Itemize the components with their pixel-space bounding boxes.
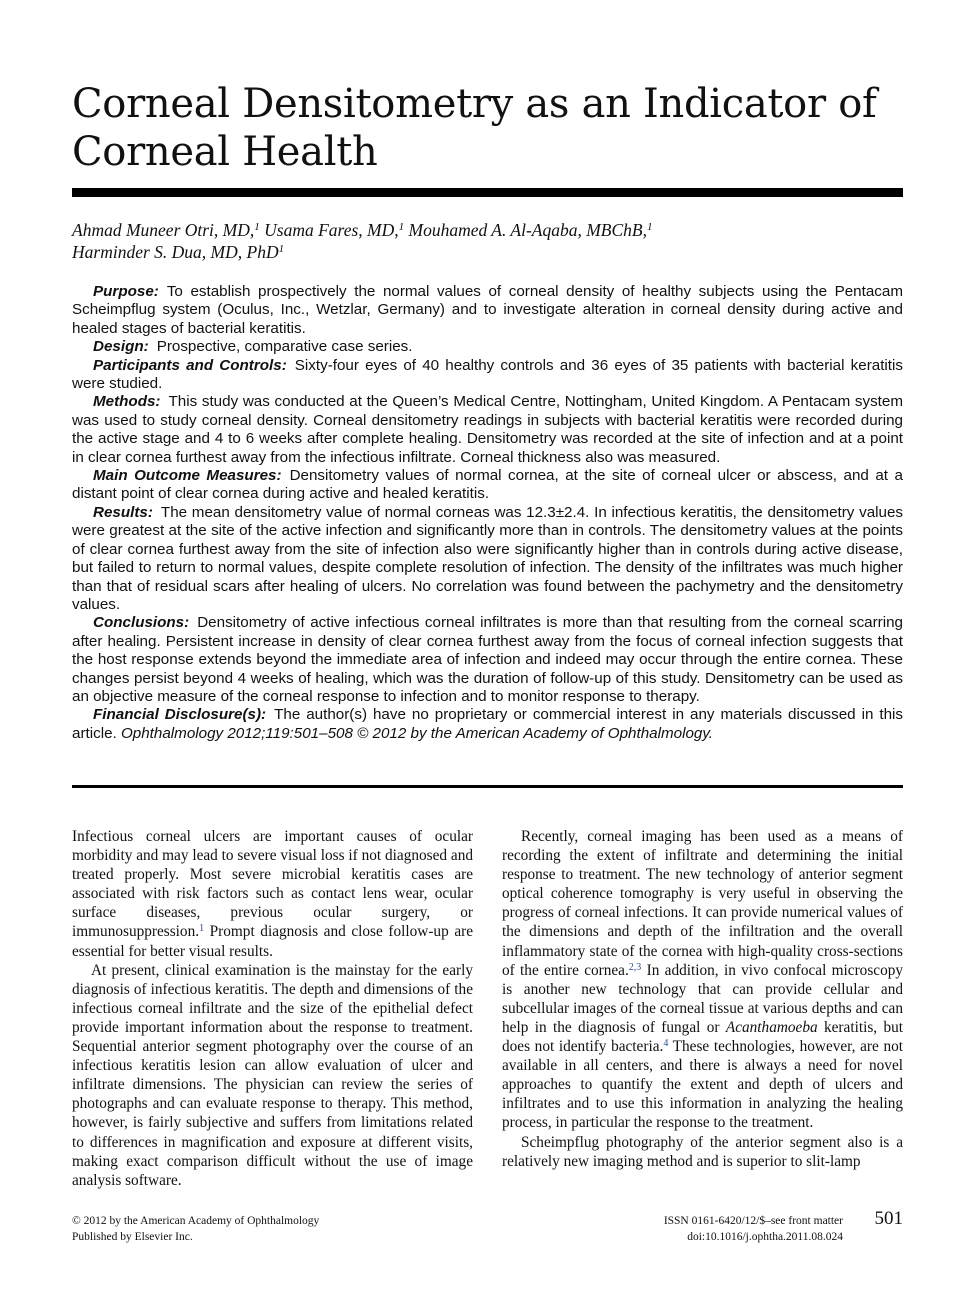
design-text: Prospective, comparative case series. — [156, 338, 413, 356]
results-label: Results: — [93, 503, 153, 521]
reference-link[interactable]: 1 — [199, 923, 205, 935]
doi-line: doi:10.1016/j.ophtha.2011.08.024 — [687, 1230, 843, 1243]
article-page — [72, 0, 903, 1305]
outcome-label: Main Outcome Measures: — [93, 467, 282, 485]
abstract-methods — [72, 393, 903, 467]
author-list — [72, 219, 903, 263]
abstract-outcome — [72, 467, 903, 504]
abstract-participants — [72, 357, 903, 394]
purpose-label: Purpose: — [93, 283, 159, 300]
author-3: Mouhamed A. Al-Aqaba, MBChB,$^1$ — [408, 220, 653, 240]
issn-line: ISSN 0161-6420/12/$–see front matter — [663, 1215, 843, 1227]
journal-citation: Ophthalmology 2012;119:501–508 © 2012 by the American Academy of Ophthalmology. — [120, 724, 714, 742]
body-column-right — [502, 827, 903, 1171]
article-title: Corneal Densitometry as an Indicator of Corneal Health — [72, 81, 877, 175]
author-2: Usama Fares, MD,$^1$ — [264, 220, 405, 240]
purpose-text: To establish prospectively the normal values of corneal density of healthy subjects using the Pentacam Scheimpflug system (Oculus, Inc., Wetzlar, Germany) and to investigate alteration in corneal density during active and healed stages of bacterial keratitis. — [72, 283, 903, 337]
abstract-conclusions — [72, 614, 903, 706]
body-paragraph: Recently, corneal imaging has been used as a means of recording the extent of infiltrate and determining the initial response to treatment. The new technology of anterior segment optical coherence tomography is very useful in observing the progress of corneal infections. It can provide numerical values of the dimensions and depth of the infiltration and the overall inflammatory state of the cornea with high-quality cross-sections of the entire cornea.$^{2,3}$ In addition, in vivo confocal microscopy is another new technology that can provide cellular and subcellular images of the corneal tissue at various depths and can help in the diagnosis of fungal or Acanthamoeba keratitis, but does not identify bacteria.$^4$ These technologies, however, are not available in all centers, and there is always a need for novel approaches to quantify the extent and depth of ulcers and infiltrates and to use this information in analyzing the healing process, in particular the response to the treatment. — [502, 828, 904, 1132]
outcome-text: Densitometry values of normal cornea, at the site of corneal ulcer or abscess, and at a distant point of clear cornea during active and healed keratitis. — [72, 467, 903, 503]
conclusions-text: Densitometry of active infectious corneal infiltrates is more than that resulting from the corneal scarring after healing. Persistent increase in density of clear cornea furthest away from the focus of corneal infection suggests that the host response extends beyond the immediate area of infection and indeed may occur through the entire cornea. These changes persist beyond 4 weeks of healing, which was the duration of follow-up of this study. Densitometry can be used as an objective measure of the corneal response to infection and to monitor response to therapy. — [72, 614, 903, 705]
disclosure-label: Financial Disclosure(s): — [93, 706, 267, 724]
body-paragraph: Scheimpflug photography of the anterior segment also is a relatively new imaging method and is superior to slit-lamp — [502, 1133, 903, 1170]
body-column-left — [72, 827, 473, 1190]
body-paragraph: Infectious corneal ulcers are important causes of ocular morbidity and may lead to severe visual loss if not diagnosed and treated properly. Most severe microbial keratitis cases are associated with risk factors such as contact lens wear, ocular surface diseases, previous ocular surgery, or immunosuppression.$^1$ Prompt diagnosis and close follow-up are essential for better visual results. — [72, 828, 473, 960]
reference-link[interactable]: 4 — [663, 1038, 669, 1050]
methods-text: This study was conducted at the Queen’s Medical Centre, Nottingham, United Kingdom. A Pentacam system was used to study corneal density. Corneal densitometry readings in subjects with bacterial keratitis were recorded during the active stage and 4 to 6 weeks after complete healing. Densitometry was recorded at the site of infection and at a point in clear cornea furthest away from the infectious infiltrate. Corneal thickness also was measured. — [72, 393, 903, 466]
results-text: The mean densitometry value of normal corneas was 12.3±2.4. In infectious keratitis, the densitometry values were greatest at the site of the active infection and significantly more than in controls. The densitometry values at the points of clear cornea furthest away from the site of infection also were significantly higher than in controls during active disease, but failed to return to normal values, despite complete resolution of infection. The density of the infiltrates was much higher than that of residual scars after healing of ulcers. No correlation was found between the pachymetry and the densitometry values. — [72, 503, 903, 613]
participants-text: Sixty-four eyes of 40 healthy controls and 36 eyes of 35 patients with bacterial keratitis were studied. — [72, 356, 903, 393]
title-rule — [72, 188, 903, 197]
reference-link[interactable]: 2,3 — [628, 961, 642, 973]
abstract-rule — [72, 785, 903, 788]
footer-right — [523, 1214, 843, 1245]
footer-left — [72, 1214, 472, 1245]
author-1: Ahmad Muneer Otri, MD,$^1$ — [72, 220, 260, 240]
participants-label: Participants and Controls: — [93, 356, 287, 374]
page-number: 501 — [874, 1208, 903, 1229]
abstract-purpose — [72, 283, 903, 338]
abstract-design — [72, 338, 903, 356]
methods-label: Methods: — [93, 393, 161, 411]
abstract-results — [72, 504, 903, 614]
abstract — [72, 283, 903, 743]
disclosure-text: The author(s) have no proprietary or commercial interest in any materials discussed in this article. — [72, 706, 903, 742]
publisher-line: Published by Elsevier Inc. — [72, 1230, 193, 1243]
design-label: Design: — [93, 338, 149, 356]
abstract-disclosure — [72, 706, 903, 743]
conclusions-label: Conclusions: — [93, 614, 190, 632]
body-paragraph: At present, clinical examination is the mainstay for the early diagnosis of infectious keratitis. The depth and dimensions of the infectious corneal infiltrate and the size of the epithelial defect provide important information about the response to treatment. Sequential anterior segment photography over the course of an infectious keratitis lesion can allow evaluation of ulcer and infiltrate dimensions. The physician can review the series of photographs and can evaluate response to therapy. This method, however, is fairly subjective and suffers from limitations related to differences in magnification and exposure at different visits, making exact comparison difficult without the use of image analysis software. — [72, 961, 473, 1189]
copyright-line: © 2012 by the American Academy of Ophthalmology — [72, 1215, 320, 1227]
author-4: Harminder S. Dua, MD, PhD$^1$ — [72, 242, 285, 262]
